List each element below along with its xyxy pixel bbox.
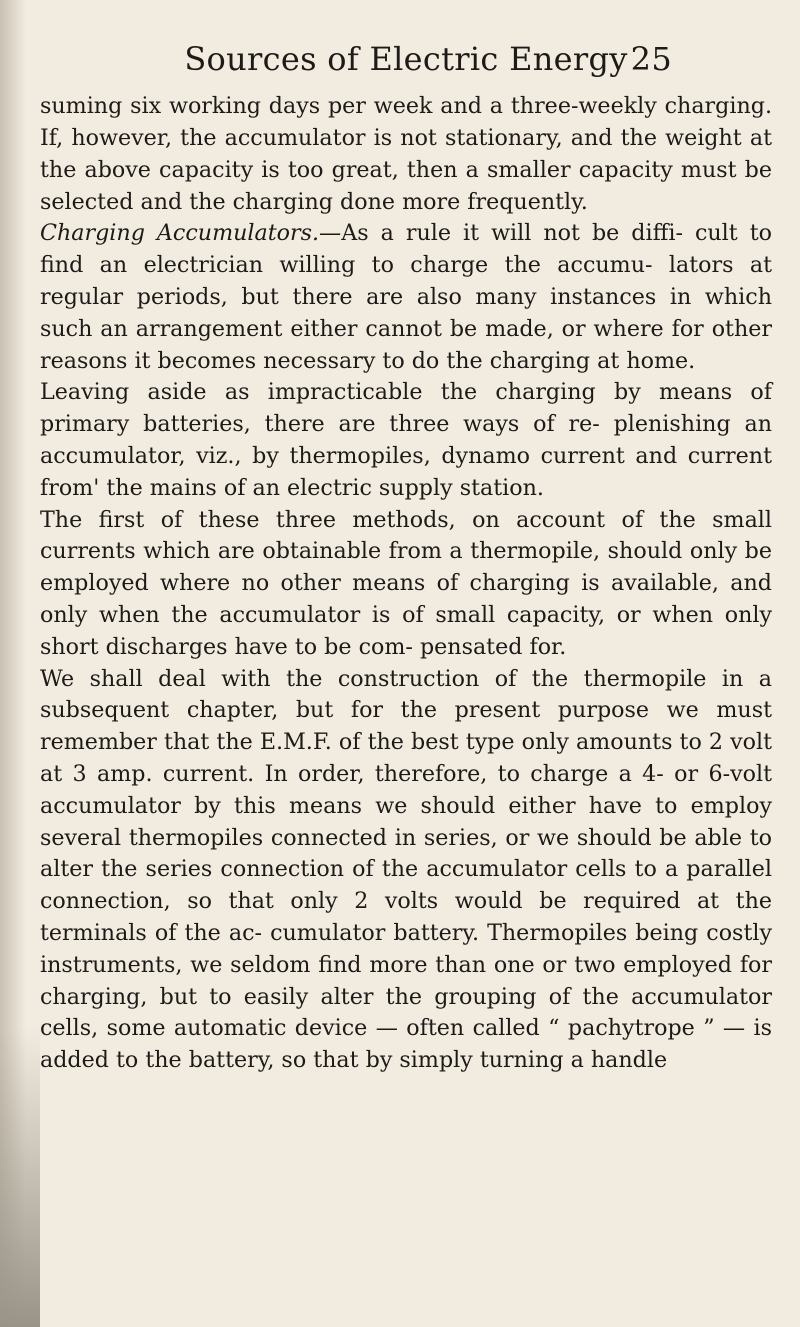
- running-head: [40, 42, 772, 77]
- paragraph-1-text: suming six working days per week and a three-weekly charging. If, however, the accumulator is not stationary, and the weight at the above capacity is too great, then a smaller capacity must be selected and the charging done more frequently.: [40, 93, 772, 215]
- paragraph-2-text: —As a rule it will not be diffi- cult to find an electrician willing to charge the accumu- lators at regular periods, but there are also many instances in which such an arrangement either cannot be made, or where for other reasons it becomes necessary to do the charging at home.: [40, 220, 772, 374]
- paragraph-3-text: Leaving aside as impracticable the charging by means of primary batteries, there are three ways of re- plenishing an accumulator, viz., by thermopiles, dynamo current and current from' the mains of an electric supply station.: [40, 379, 772, 501]
- paragraph-3: [40, 377, 772, 504]
- paragraph-5: [40, 664, 772, 1077]
- paragraph-5-text: We shall deal with the construction of the thermopile in a subsequent chapter, but for the present purpose we must remember that the E.M.F. of the best type only amounts to 2 volt at 3 amp. current. In order, therefore, to charge a 4- or 6-volt accumulator by this means we should either have to employ several thermopiles connected in series, or we should be able to alter the series connection of the accumulator cells to a parallel connection, so that only 2 volts would be required at the terminals of the ac- cumulator battery. Thermopiles being costly instruments, we seldom find more than one or two employed for charging, but to easily alter the grouping of the accumulator cells, some automatic device — often called “ pachytrope ” — is added to the battery, so that by simply turning a handle: [40, 665, 772, 1074]
- paragraph-4-text: The first of these three methods, on account of the small currents which are obtainable from a thermopile, should only be employed where no other means of charging is available, and only when the accumulator is of small capacity, or when only short discharges have to be com- pensated for.: [40, 506, 772, 660]
- page-number: 25: [630, 40, 672, 78]
- section-heading: Charging Accumulators.: [40, 220, 320, 247]
- paragraph-4: [40, 505, 772, 664]
- paragraph-2: [40, 218, 772, 377]
- body-text: [40, 91, 772, 1077]
- chapter-title: Sources of Electric Energy: [184, 40, 628, 78]
- paragraph-1: [40, 91, 772, 218]
